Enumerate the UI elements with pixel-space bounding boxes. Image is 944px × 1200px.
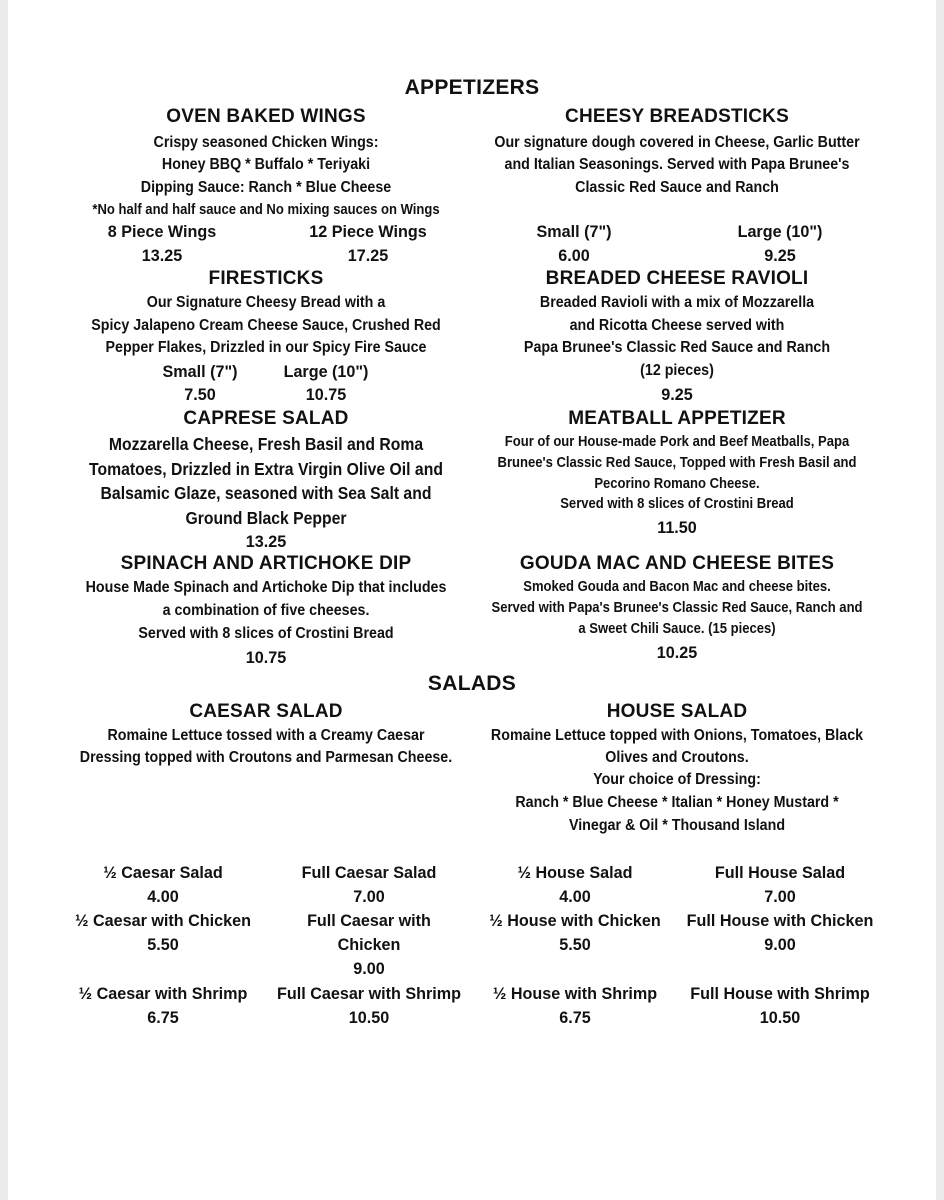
option-price: 10.75 (305, 385, 347, 404)
item-desc-line: Our signature dough covered in Cheese, Garlic Butter (494, 134, 860, 151)
option-label: Large (10") (737, 222, 823, 241)
option-label: ½ Caesar with Chicken (75, 911, 251, 930)
option-price: 4.00 (147, 887, 179, 906)
section-title-appetizers: APPETIZERS (404, 76, 540, 99)
option-price: 10.50 (759, 1008, 801, 1027)
item-desc-line: Honey BBQ * Buffalo * Teriyaki (161, 156, 371, 173)
item-desc-line: Dressing topped with Croutons and Parmesan Cheese. (79, 749, 453, 766)
item-desc-line: Our Signature Cheesy Bread with a (146, 294, 386, 311)
item-desc-line: Dipping Sauce: Ranch * Blue Cheese (140, 179, 392, 196)
option-label: Full Caesar Salad (301, 863, 437, 882)
item-name: GOUDA MAC AND CHEESE BITES (519, 553, 835, 574)
option-label: Full House with Shrimp (690, 984, 870, 1003)
item-name: BREADED CHEESE RAVIOLI (545, 268, 809, 289)
option-label: Small (7") (536, 222, 612, 241)
item-name: CAPRESE SALAD (183, 408, 349, 429)
item-desc-line: Served with 8 slices of Crostini Bread (138, 625, 394, 642)
item-desc-line: (12 pieces) (640, 362, 714, 379)
option-label: Full House with Chicken (686, 911, 874, 930)
item-note: *No half and half sauce and No mixing sauces on Wings (92, 202, 440, 218)
option-label: ½ House Salad (517, 863, 633, 882)
item-price: 10.75 (245, 648, 287, 667)
option-label: ½ Caesar with Shrimp (78, 984, 248, 1003)
option-price: 7.50 (184, 385, 216, 404)
option-label: Full Caesar with (307, 911, 431, 930)
item-desc-line: Served with 8 slices of Crostini Bread (560, 496, 794, 512)
item-desc-line: Breaded Ravioli with a mix of Mozzarella (539, 294, 815, 311)
item-desc-line: a Sweet Chili Sauce. (15 pieces) (578, 621, 776, 637)
option-label-line2: Chicken (337, 935, 401, 954)
item-desc-line: Olives and Croutons. (605, 749, 749, 766)
item-price: 10.25 (656, 643, 698, 662)
option-price: 9.00 (353, 959, 385, 978)
item-desc-line: Romaine Lettuce topped with Onions, Tomatoes, Black (490, 727, 864, 744)
item-desc-line: and Italian Seasonings. Served with Papa Brunee's (504, 156, 850, 173)
item-desc-line: Balsamic Glaze, seasoned with Sea Salt and (100, 483, 432, 503)
item-price: 13.25 (245, 532, 287, 551)
option-label: ½ House with Shrimp (492, 984, 658, 1003)
option-price: 6.00 (558, 246, 590, 265)
item-desc-line: Ranch * Blue Cheese * Italian * Honey Mustard * (515, 794, 839, 811)
option-price: 17.25 (347, 246, 389, 265)
menu-page (8, 0, 936, 1200)
option-price: 4.00 (559, 887, 591, 906)
item-desc-line: Vinegar & Oil * Thousand Island (568, 817, 786, 834)
option-label: ½ House with Chicken (489, 911, 661, 930)
item-desc-line: Papa Brunee's Classic Red Sauce and Ranch (523, 339, 831, 356)
item-name: FIRESTICKS (208, 268, 324, 289)
option-label: Small (7") (162, 362, 238, 381)
item-desc-line: Smoked Gouda and Bacon Mac and cheese bites. (523, 579, 831, 595)
item-desc-line: Romaine Lettuce tossed with a Creamy Caesar (107, 727, 425, 744)
option-price: 7.00 (353, 887, 385, 906)
option-price: 6.75 (559, 1008, 591, 1027)
item-desc-line: Crispy seasoned Chicken Wings: (153, 134, 379, 151)
option-price: 9.00 (764, 935, 796, 954)
option-label: Full Caesar with Shrimp (277, 984, 461, 1003)
item-price: 9.25 (661, 385, 693, 404)
item-name: OVEN BAKED WINGS (166, 106, 366, 127)
option-label: 8 Piece Wings (107, 222, 217, 241)
item-desc-line: Ground Black Pepper (185, 508, 347, 528)
item-desc-line: Tomatoes, Drizzled in Extra Virgin Olive Oil and (89, 459, 443, 479)
option-price: 5.50 (559, 935, 591, 954)
item-desc-line: a combination of five cheeses. (162, 602, 370, 619)
item-name: CHEESY BREADSTICKS (565, 106, 789, 127)
option-price: 6.75 (147, 1008, 179, 1027)
option-label: Large (10") (283, 362, 369, 381)
item-price: 11.50 (657, 518, 697, 537)
option-price: 7.00 (764, 887, 796, 906)
item-desc-line: Pecorino Romano Cheese. (594, 476, 760, 492)
item-name: SPINACH AND ARTICHOKE DIP (120, 553, 412, 574)
item-desc-line: Classic Red Sauce and Ranch (575, 179, 779, 196)
option-label: Full House Salad (714, 863, 846, 882)
item-desc-line: Mozzarella Cheese, Fresh Basil and Roma (108, 434, 424, 454)
item-desc-line: Served with Papa's Brunee's Classic Red Sauce, Ranch and (491, 600, 863, 616)
item-desc-line: Spicy Jalapeno Cream Cheese Sauce, Crushed Red (91, 317, 441, 334)
item-name: CAESAR SALAD (189, 701, 343, 722)
item-desc-line: Your choice of Dressing: (593, 771, 761, 788)
option-price: 13.25 (141, 246, 183, 265)
item-name: HOUSE SALAD (606, 701, 748, 722)
item-desc-line: House Made Spinach and Artichoke Dip that includes (85, 579, 447, 596)
item-desc-line: and Ricotta Cheese served with (569, 317, 785, 334)
item-desc-line: Brunee's Classic Red Sauce, Topped with Fresh Basil and (497, 455, 857, 471)
option-price: 9.25 (764, 246, 796, 265)
section-title-salads: SALADS (427, 672, 517, 695)
item-desc-line: Pepper Flakes, Drizzled in our Spicy Fire Sauce (105, 339, 427, 356)
option-label: ½ Caesar Salad (103, 863, 223, 882)
option-label: 12 Piece Wings (309, 222, 427, 241)
item-name: MEATBALL APPETIZER (568, 408, 786, 429)
option-price: 5.50 (147, 935, 179, 954)
option-price: 10.50 (348, 1008, 390, 1027)
item-desc-line: Four of our House-made Pork and Beef Meatballs, Papa (504, 434, 850, 450)
